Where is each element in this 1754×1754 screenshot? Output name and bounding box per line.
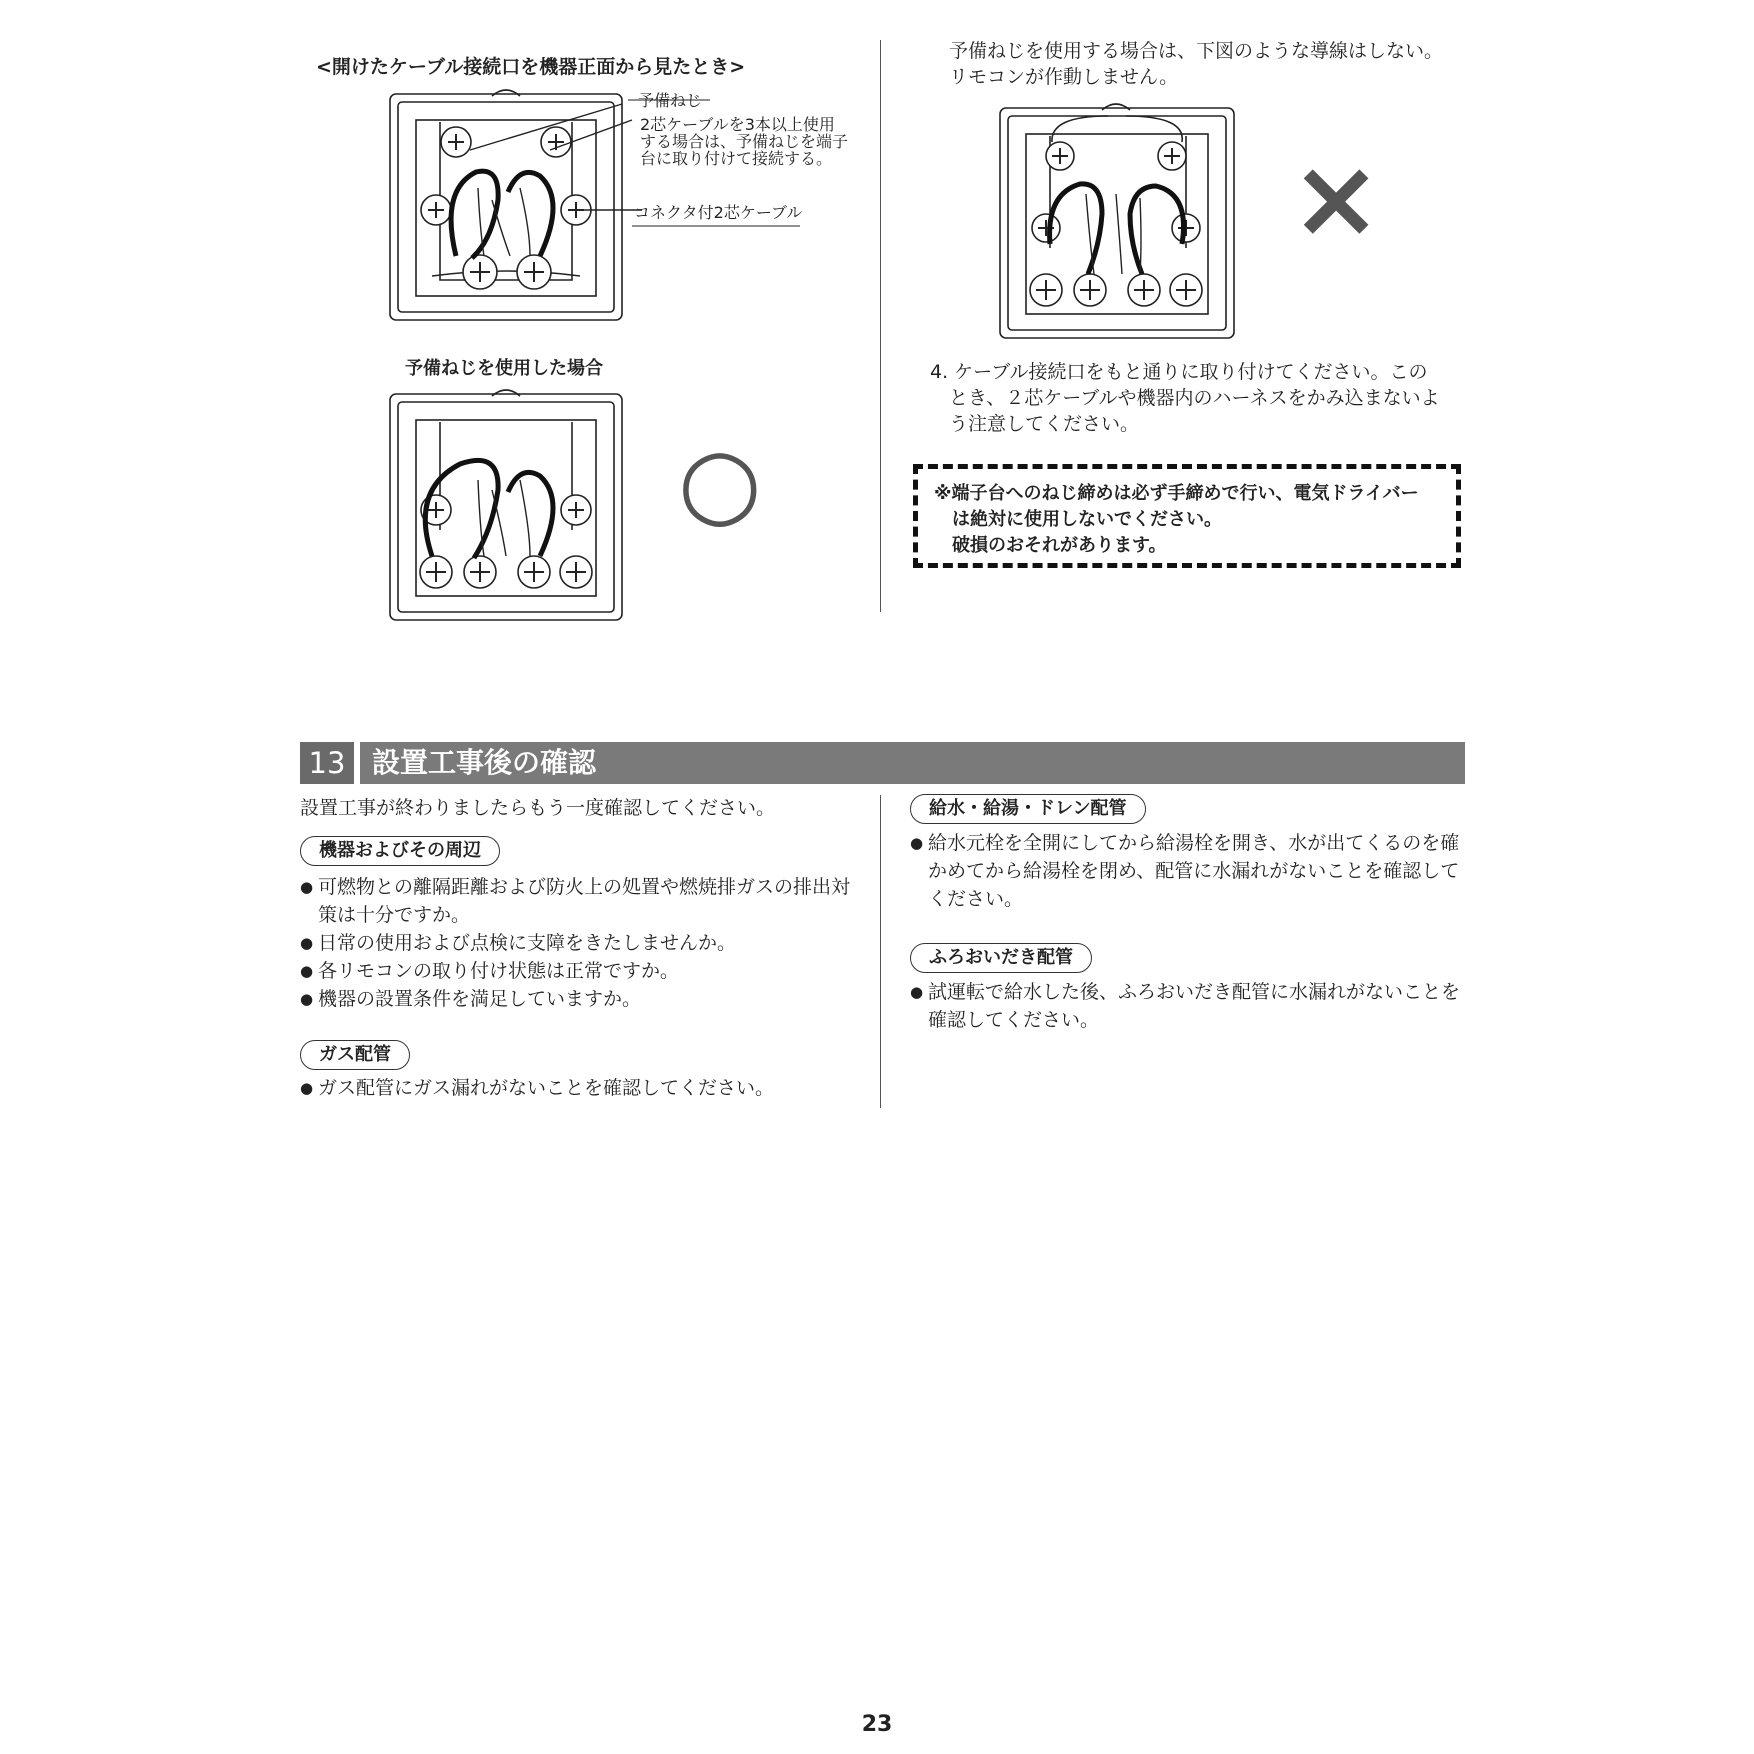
step4-line-1: 4. ケーブル接続口をもと通りに取り付けてください。この <box>930 361 1428 383</box>
column-divider-bottom <box>880 795 881 1108</box>
label-spare-screw-note-2: する場合は、予備ねじを端子 <box>640 132 849 151</box>
list-item: ● 試運転で給水した後、ふろおいだき配管に水漏れがないことを確認してください。 <box>910 978 1468 1034</box>
front-view-caption: <開けたケーブル接続口を機器正面から見たとき> <box>316 56 746 78</box>
group-list-bath <box>910 978 1468 1034</box>
group-list-gas <box>300 1074 860 1102</box>
group-list-equipment <box>300 873 860 1013</box>
column-divider-top <box>880 40 881 612</box>
terminal-diagram-wrong-wiring <box>990 94 1250 346</box>
label-connector-cable: コネクタ付2芯ケーブル <box>634 203 803 222</box>
label-spare-screw-note-3: 台に取り付けて接続する。 <box>640 149 833 168</box>
group-heading-water: 給水・給湯・ドレン配管 <box>910 794 1146 824</box>
notice-line-2: は絶対に使用しないでください。 <box>952 509 1222 530</box>
list-item: ● 給水元栓を全開にしてから給湯栓を開き、水が出てくるのを確かめてから給湯栓を閉め、配管に水漏れがないことを確認してください。 <box>910 829 1468 913</box>
list-item: ● ガス配管にガス漏れがないことを確認してください。 <box>300 1074 860 1102</box>
notice-box <box>913 464 1461 568</box>
group-heading-equipment: 機器およびその周辺 <box>300 836 500 866</box>
spare-screw-used-caption: 予備ねじを使用した場合 <box>405 358 603 379</box>
step4-line-2: とき、２芯ケーブルや機器内のハーネスをかみ込まないよ <box>949 387 1440 409</box>
group-list-water <box>910 829 1468 913</box>
group-heading-bath: ふろおいだき配管 <box>910 943 1092 973</box>
warning-line-1: 予備ねじを使用する場合は、下図のような導線はしない。 <box>949 40 1444 62</box>
warning-line-2: リモコンが作動しません。 <box>949 66 1179 88</box>
section-number: 13 <box>300 742 360 784</box>
label-spare-screw-note-1: 2芯ケーブルを3本以上使用 <box>640 115 835 134</box>
page-number: 23 <box>861 1712 893 1737</box>
section-title: 設置工事後の確認 <box>372 746 597 779</box>
notice-line-3: 破損のおそれがあります。 <box>952 535 1167 556</box>
list-item: ● 機器の設置条件を満足していますか。 <box>300 985 860 1013</box>
notice-text <box>934 481 1419 559</box>
step4-line-3: う注意してください。 <box>949 413 1140 435</box>
list-item: ● 日常の使用および点検に支障をきたしませんか。 <box>300 929 860 957</box>
notice-line-1: ※端子台へのねじ締めは必ず手締めで行い、電気ドライバー <box>934 483 1419 504</box>
section-intro: 設置工事が終わりましたらもう一度確認してください。 <box>300 797 776 819</box>
list-item: ● 可燃物との離隔距離および防火上の処置や燃焼排ガスの排出対策は十分ですか。 <box>300 873 860 929</box>
list-item: ● 各リモコンの取り付け状態は正常ですか。 <box>300 957 860 985</box>
ng-mark: × <box>1290 134 1383 262</box>
ok-mark: ○ <box>678 426 762 538</box>
group-heading-gas: ガス配管 <box>300 1040 410 1070</box>
terminal-diagram-spare-screw-used <box>380 380 640 630</box>
label-spare-screw: 予備ねじ <box>638 91 703 110</box>
